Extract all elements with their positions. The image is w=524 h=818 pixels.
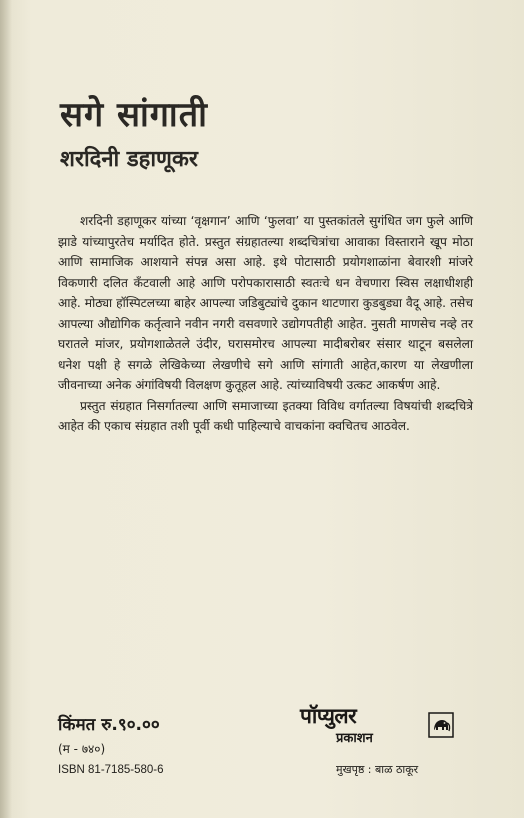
publisher-logo-block bbox=[300, 700, 470, 752]
catalog-code: (म - ७४०) bbox=[58, 742, 106, 756]
blurb-paragraph-2: प्रस्तुत संग्रहात निसर्गातल्या आणि समाजाच्या इतक्या विविध वर्गातल्या विषयांची शब्दचित्रे आहेत की एकाच संग्रहात तशी पूर्वी कधी पाहिल्याचे वाचकांना क्वचितच आठवेल. bbox=[58, 398, 473, 433]
elephant-logo-icon bbox=[428, 712, 454, 738]
cover-credit: मुखपृष्ठ : बाळ ठाकूर bbox=[336, 763, 419, 776]
author-name: शरदिनी डहाणूकर bbox=[60, 147, 198, 172]
isbn-number: ISBN 81-7185-580-6 bbox=[58, 764, 164, 776]
blurb-paragraph-1: शरदिनी डहाणूकर यांच्या ‘वृक्षगान’ आणि ‘फुलवा’ या पुस्तकांतले सुगंधित जग फुले आणि झाडे यांच्यापुरतेच मर्यादित होते. प्रस्तुत संग्रहातल्या शब्दचित्रांचा आवाका विस्ताराने खूप मोठा आणि सामाजिक आशयाने संपन्न असा आहे. इथे पोटासाठी प्रयोगशाळांना बेवारशी मांजरे विकणारी दलित कँटवाली आहे आणि परोपकारासाठी स्वतःचे धन वेचणारा स्विस लक्षाधीशही आहे. मोठ्या हॉस्पिटलच्या बाहेर आपल्या जडिबुट्यांचे दुकान थाटणारा कुडबुड्या वैदू आहे. तसेच आपल्या औद्योगिक कर्तृत्वाने नवीन नगरी वसवणारे उद्योगपतीही आहेत. नुसती माणसेच नव्हे तर घरातले मांजर, प्रयोगशाळेतले उंदीर, घरासमोरच आपल्या मादीबरोबर संसार थाटून बसलेला धनेश पक्षी हे सगळे लेखिकेच्या लेखणीचे सगे आणि सांगाती आहेत,कारण या लेखणीला जीवनाच्या अनेक अंगांविषयी विलक्षण कुतूहल आहे. त्यांच्याविषयी उत्कट आकर्षण आहे. bbox=[58, 214, 473, 392]
price-label: किंमत रु.९०.०० bbox=[58, 715, 160, 735]
book-title: सगे सांगाती bbox=[60, 95, 208, 135]
publisher-name: पॉप्युलर bbox=[300, 704, 357, 728]
spine-shadow bbox=[0, 0, 12, 818]
blurb-text bbox=[58, 211, 473, 437]
publisher-subtitle: प्रकाशन bbox=[336, 731, 373, 746]
